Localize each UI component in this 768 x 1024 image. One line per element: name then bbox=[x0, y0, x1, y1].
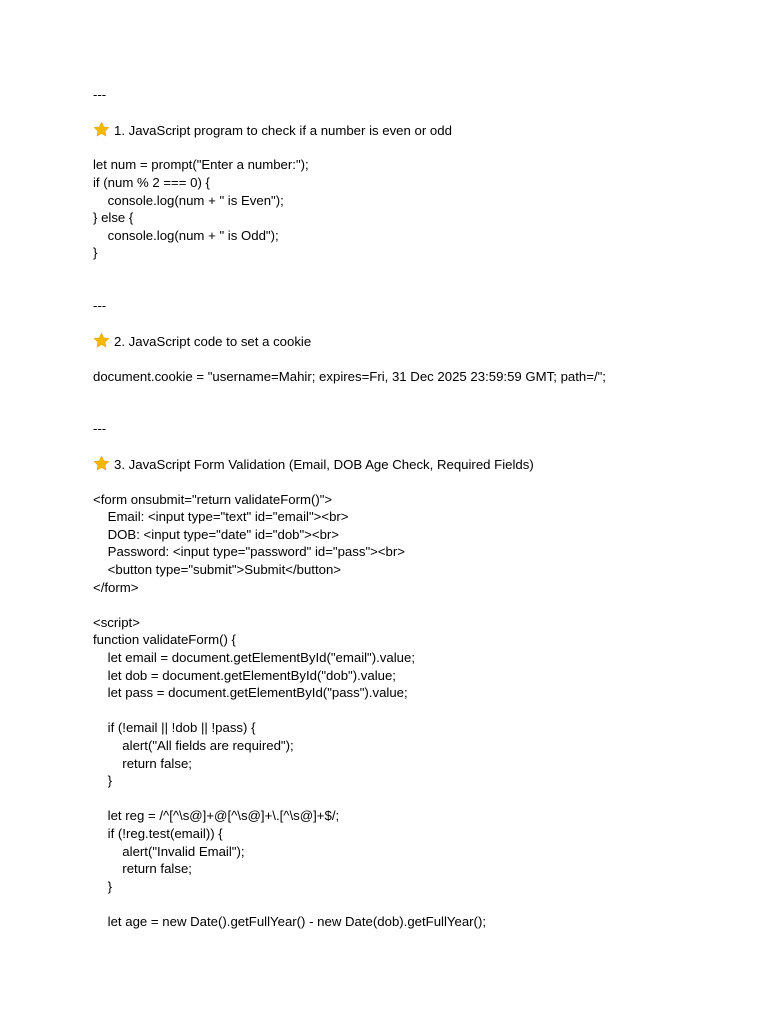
section-heading-text: 3. JavaScript Form Validation (Email, DOB Age Check, Required Fields) bbox=[114, 457, 534, 473]
separator: --- bbox=[93, 87, 107, 102]
spacer bbox=[93, 473, 753, 491]
spacer bbox=[93, 385, 753, 403]
section-heading bbox=[93, 332, 753, 350]
code-line: return false; bbox=[93, 755, 192, 771]
section-heading-text: 1. JavaScript program to check if a number is even or odd bbox=[114, 123, 452, 139]
code-line: let age = new Date().getFullYear() - new Date(dob).getFullYear(); bbox=[93, 913, 487, 929]
code-line: console.log(num + " is Even"); bbox=[93, 192, 284, 208]
code-line: let pass = document.getElementById("pass").value; bbox=[93, 685, 408, 701]
code-line: } bbox=[93, 878, 113, 894]
spacer bbox=[93, 139, 753, 157]
code-line: } bbox=[93, 773, 113, 789]
document-content bbox=[93, 86, 753, 931]
code-line: if (!reg.test(email)) { bbox=[93, 825, 223, 841]
spacer bbox=[93, 403, 753, 421]
code-line: let reg = /^[^\s@]+@[^\s@]+\.[^\s@]+$/; bbox=[93, 808, 340, 824]
code-line: if (!email || !dob || !pass) { bbox=[93, 720, 256, 736]
code-line: } else { bbox=[93, 210, 134, 226]
code-line: </form> bbox=[93, 579, 139, 595]
spacer bbox=[93, 104, 753, 122]
code-line: if (num % 2 === 0) { bbox=[93, 174, 210, 190]
code-line: Password: <input type="password" id="pass"><br> bbox=[93, 544, 405, 560]
star-icon bbox=[93, 332, 110, 349]
spacer bbox=[93, 596, 753, 614]
section-heading-text: 2. JavaScript code to set a cookie bbox=[114, 334, 312, 350]
code-line: Email: <input type="text" id="email"><br> bbox=[93, 509, 349, 525]
code-line: let dob = document.getElementById("dob").value; bbox=[93, 667, 396, 683]
star-icon bbox=[93, 121, 110, 138]
code-line: DOB: <input type="date" id="dob"><br> bbox=[93, 526, 340, 542]
code-line: return false; bbox=[93, 861, 192, 877]
star-icon bbox=[93, 455, 110, 472]
section-heading bbox=[93, 455, 753, 473]
separator: --- bbox=[93, 298, 107, 314]
code-line: <script> bbox=[93, 614, 140, 630]
section-heading bbox=[93, 121, 753, 139]
code-line: <button type="submit">Submit</button> bbox=[93, 562, 341, 578]
code-line: let email = document.getElementById("email").value; bbox=[93, 650, 415, 665]
code-line: } bbox=[93, 245, 98, 261]
spacer bbox=[93, 262, 753, 280]
separator: --- bbox=[93, 421, 107, 437]
spacer bbox=[93, 280, 753, 298]
code-line bbox=[93, 702, 753, 720]
code-line bbox=[93, 895, 753, 913]
code-line: alert("All fields are required"); bbox=[93, 737, 294, 753]
spacer bbox=[93, 438, 753, 456]
code-line: console.log(num + " is Odd"); bbox=[93, 227, 279, 243]
code-line: let num = prompt("Enter a number:"); bbox=[93, 157, 309, 173]
code-line bbox=[93, 790, 753, 808]
spacer bbox=[93, 315, 753, 333]
code-line: <form onsubmit="return validateForm()"> bbox=[93, 491, 333, 507]
spacer bbox=[93, 350, 753, 368]
code-line: document.cookie = "username=Mahir; expires=Fri, 31 Dec 2025 23:59:59 GMT; path=/"; bbox=[93, 368, 606, 384]
code-line: alert("Invalid Email"); bbox=[93, 843, 245, 859]
code-line: function validateForm() { bbox=[93, 632, 236, 648]
